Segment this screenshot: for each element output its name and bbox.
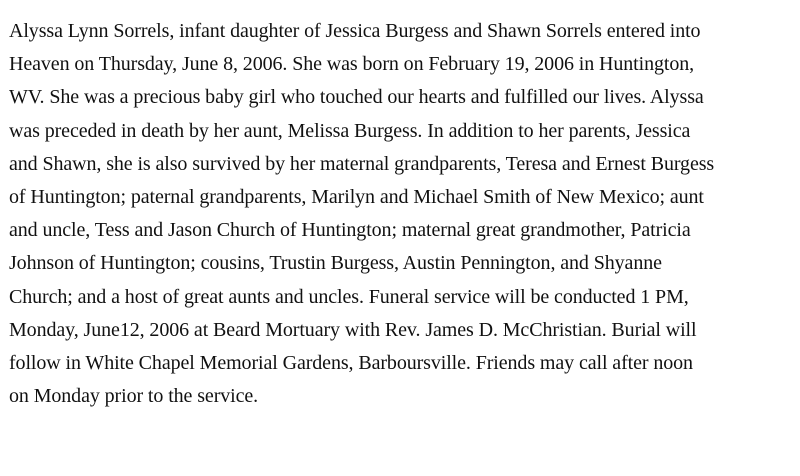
text-line: Church; and a host of great aunts and uncles. Funeral service will be conducted 1 PM, <box>9 285 689 308</box>
text-line: and Shawn, she is also survived by her maternal grandparents, Teresa and Ernest Burgess <box>9 152 715 175</box>
text-line: Monday, June12, 2006 at Beard Mortuary with Rev. James D. McChristian. Burial will <box>9 318 697 341</box>
text-line: and uncle, Tess and Jason Church of Huntington; maternal great grandmother, Patricia <box>9 219 691 242</box>
text-line: was preceded in death by her aunt, Melissa Burgess. In addition to her parents, Jessica <box>9 119 691 142</box>
text-line: Alyssa Lynn Sorrels, infant daughter of Jessica Burgess and Shawn Sorrels entered into <box>9 20 701 42</box>
text-line: Heaven on Thursday, June 8, 2006. She was born on February 19, 2006 in Huntington, <box>9 53 695 76</box>
text-line: WV. She was a precious baby girl who touched our hearts and fulfilled our lives. Alyssa <box>9 86 704 109</box>
text-line: on Monday prior to the service. <box>9 385 259 408</box>
text-line: of Huntington; paternal grandparents, Marilyn and Michael Smith of New Mexico; aunt <box>9 185 704 208</box>
text-line: Johnson of Huntington; cousins, Trustin Burgess, Austin Pennington, and Shyanne <box>9 252 662 275</box>
obituary-text <box>9 15 799 413</box>
text-line: follow in White Chapel Memorial Gardens, Barboursville. Friends may call after noon <box>9 351 693 374</box>
